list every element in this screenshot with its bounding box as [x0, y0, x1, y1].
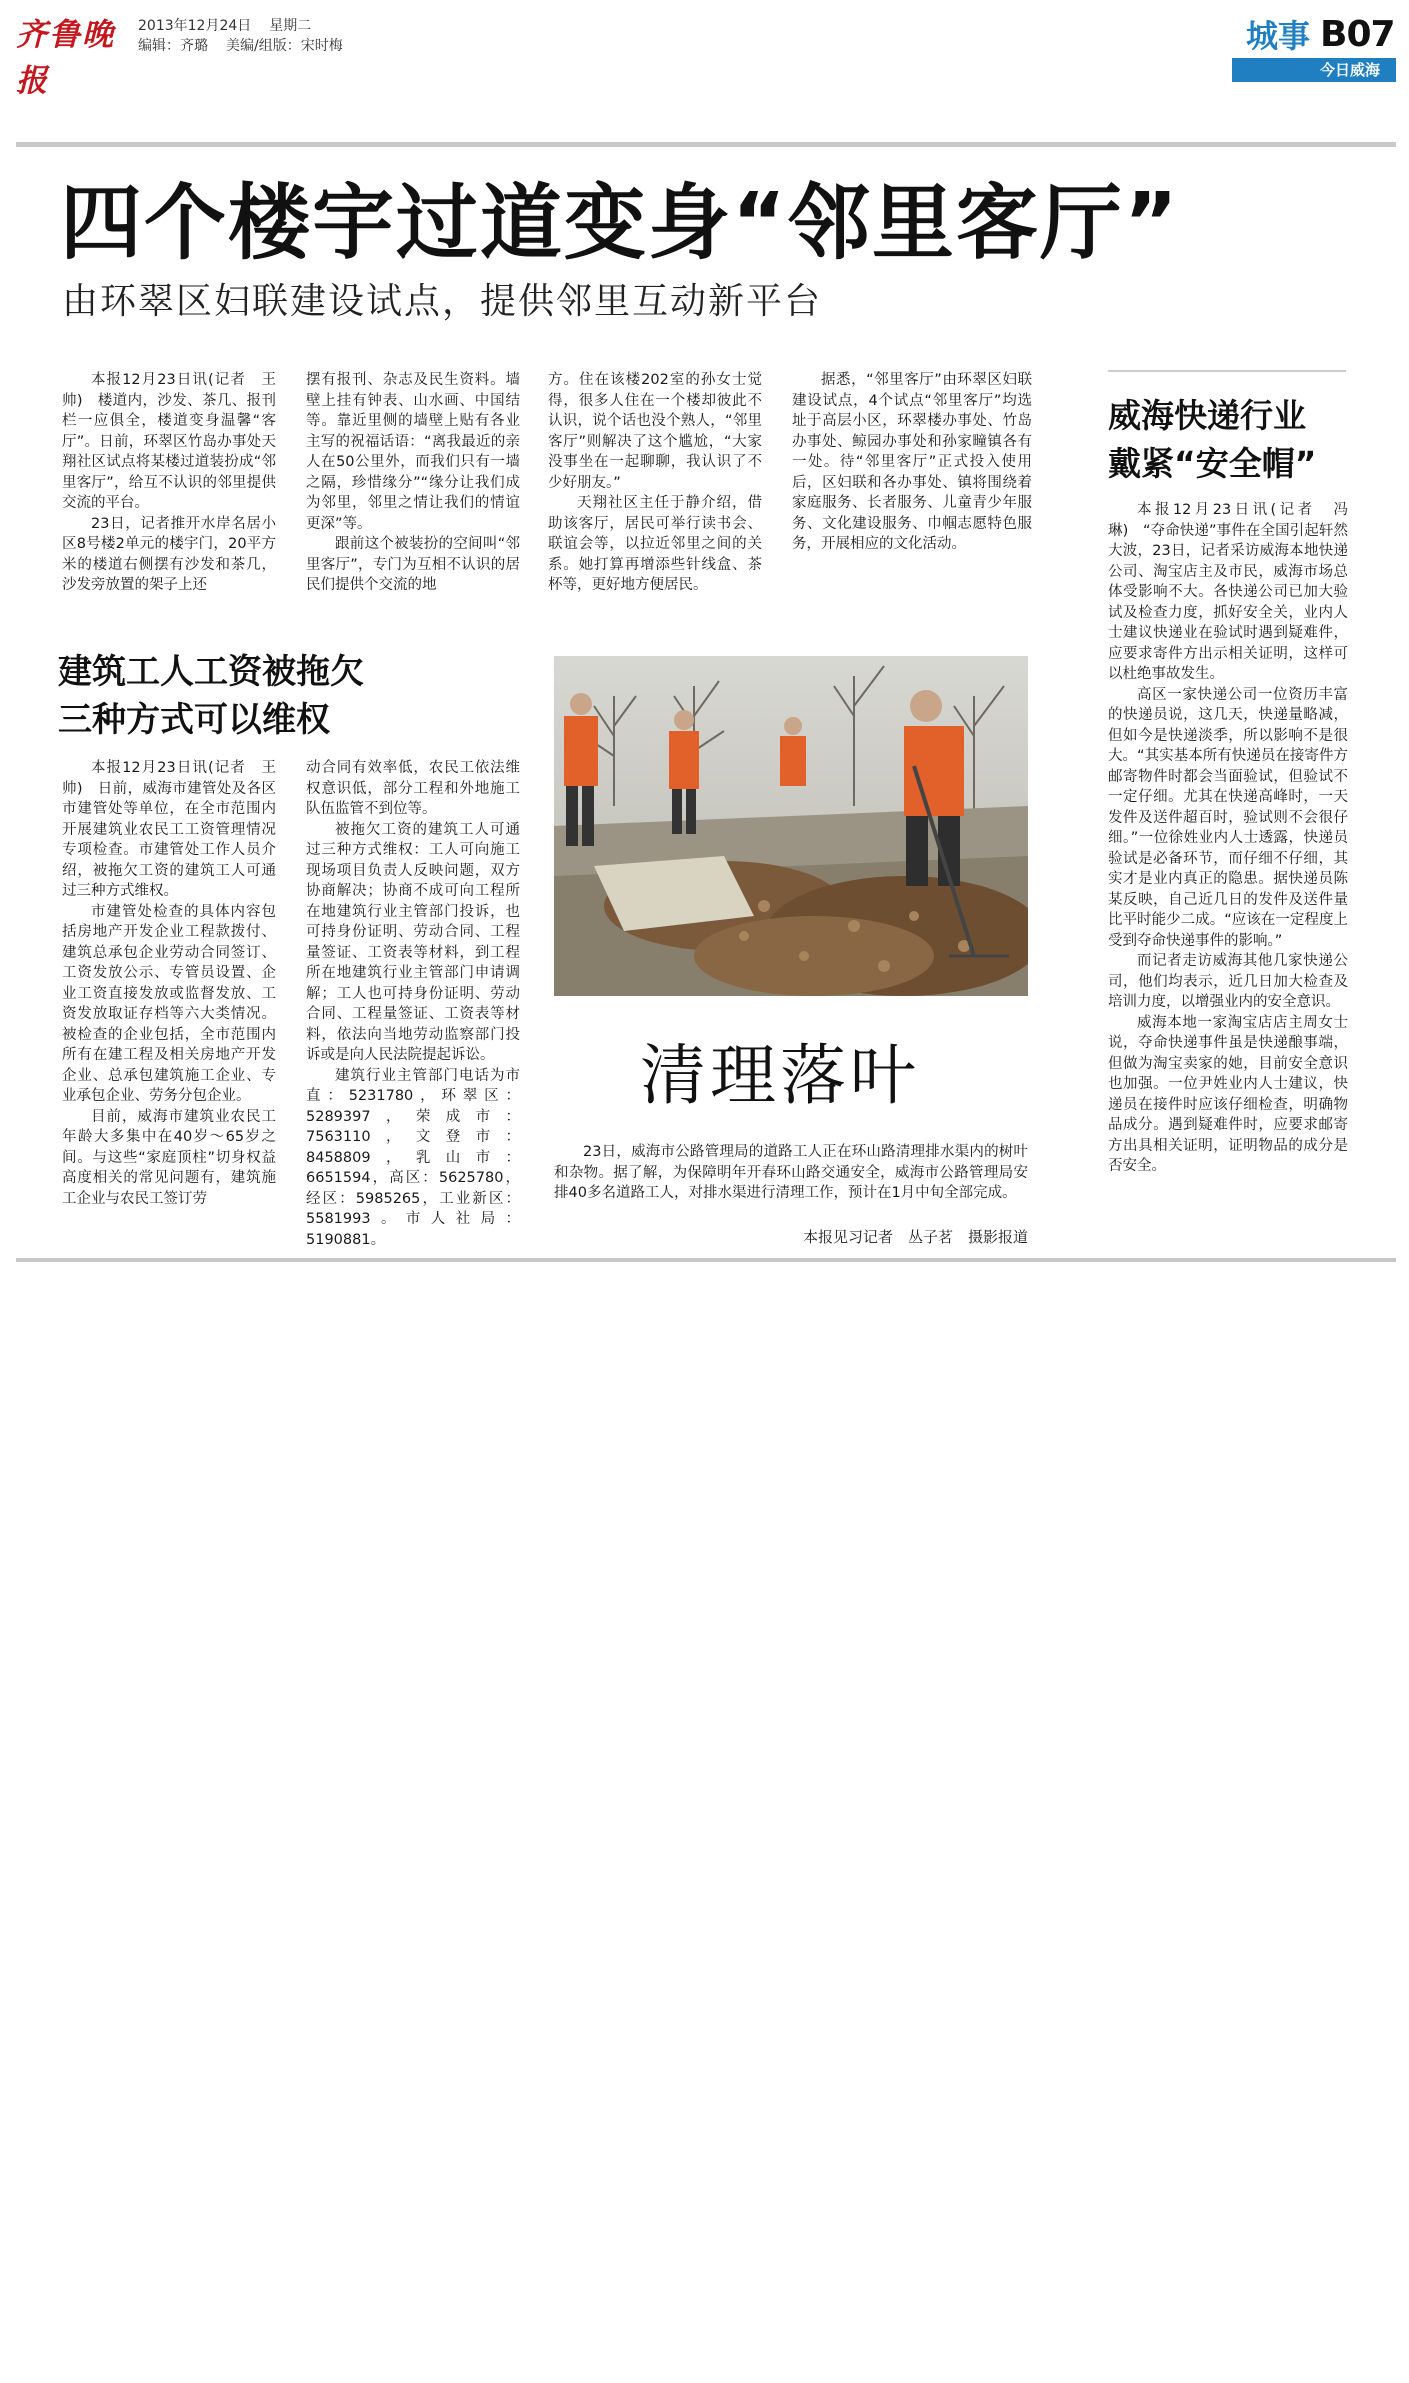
side-divider — [1108, 370, 1346, 372]
wage-headline — [58, 648, 478, 744]
main-story-column-4 — [792, 370, 1032, 600]
side-headline-line-1: 威海快递行业 — [1108, 396, 1306, 435]
wage-headline-line-1: 建筑工人工资被拖欠 — [58, 652, 364, 692]
main-story-column-1 — [62, 370, 276, 600]
masthead-logo: 齐鲁晚报 — [16, 17, 115, 99]
section-tag: 今日威海 — [1232, 58, 1396, 82]
designer: 美编/组版：宋时梅 — [226, 38, 343, 54]
date: 2013年12月24日 — [138, 18, 252, 34]
paragraph: 天翔社区主任于静介绍，借助该客厅，居民可举行读书会、联谊会等，以拉近邻里之间的关系。她打算再增添些针线盒、茶杯等，更好地方便居民。 — [548, 495, 762, 593]
news-photo — [554, 656, 1028, 996]
paragraph: 目前，威海市建筑业农民工年龄大多集中在40岁～65岁之间。与这些“家庭顶柱”切身权益高度相关的常见问题有，建筑施工企业与农民工签订劳 — [62, 1108, 276, 1207]
paragraph: 建筑行业主管部门电话为市直：5231780，环翠区：5289397，荣成市：7563110，文登市：8458809，乳山市：6651594，高区：5625780，经区：5985265，工业新区：5581993。市人社局：5190881。 — [306, 1067, 520, 1248]
photo-illustration — [554, 656, 1028, 996]
paragraph: 方。住在该楼202室的孙女士觉得，很多人住在一个楼却彼此不认识，说个话也没个熟人，“邻里客厅”则解决了这个尴尬，“大家没事坐在一起聊聊，我认识了不少好朋友。” — [548, 372, 762, 491]
paragraph: 跟前这个被装扮的空间叫“邻里客厅”，专门为互相不认识的居民们提供个交流的地 — [306, 536, 520, 593]
paragraph: 市建管处检查的具体内容包括房地产开发企业工程款拨付、建筑总承包企业劳动合同签订、工资发放公示、专管员设置、企业工资直接发放或监督发放、工资发放取证存档等六大类情况。被检查的企业包括，全市范围内所有在建工程及相关房地产开发企业、总承包建筑施工企业、专业承包企业、劳务分包企业。 — [62, 903, 276, 1104]
paragraph: 据悉，“邻里客厅”由环翠区妇联建设试点，4个试点“邻里客厅”均选址于高层小区，环翠楼办事处、竹岛办事处、鲸园办事处和孙家疃镇各有一处。待“邻里客厅”正式投入使用后，区妇联和各办事处、镇将围绕着家庭服务、长者服务、儿童青少年服务、文化建设服务、巾帼志愿特色服务，开展相应的文化活动。 — [792, 372, 1032, 552]
side-story-body — [1108, 500, 1348, 1252]
main-subheadline: 由环翠区妇联建设试点，提供邻里互动新平台 — [62, 281, 823, 322]
side-headline-line-2: 戴紧“安全帽” — [1108, 444, 1317, 483]
paragraph: 而记者走访威海其他几家快递公司，他们均表示，近几日加大检查及培训力度，以增强业内的安全意识。 — [1108, 953, 1348, 1010]
main-headline: 四个楼宇过道变身“邻里客厅” — [60, 176, 1180, 271]
caption-text: 23日，威海市公路管理局的道路工人正在环山路清理排水渠内的树叶和杂物。据了解，为保障明年开春环山路交通安全，威海市公路管理局安排40多名道路工人，对排水渠进行清理工作，预计在1月中旬全部完成。 — [554, 1144, 1028, 1201]
paragraph: 动合同有效率低，农民工依法维权意识低，部分工程和外地施工队伍监管不到位等。 — [306, 760, 520, 817]
weekday: 星期二 — [269, 18, 312, 34]
top-rule — [16, 142, 1396, 147]
photo-caption — [554, 1142, 1028, 1222]
paragraph: 本报12月23日讯(记者 王帅) 楼道内，沙发、茶几、报刊栏一应俱全，楼道变身温馨“客厅”。日前，环翠区竹岛办事处天翔社区试点将某楼过道装扮成“邻里客厅”，给互不认识的邻里提供交流的平台。 — [62, 372, 276, 511]
wage-story-column-2 — [306, 758, 520, 1248]
credits — [138, 36, 361, 56]
paragraph: 本报12月23日讯(记者 王帅) 日前，威海市建管处及各区市建管处等单位，在全市范围内开展建筑业农民工工资管理情况专项检查。市建管处工作人员介绍，被拖欠工资的建筑工人可通过三种方式维权。 — [62, 760, 276, 899]
paragraph: 被拖欠工资的建筑工人可通过三种方式维权：工人可向施工现场项目负责人反映问题，双方协商解决；协商不成可向工程所在地建筑行业主管部门投诉，也可持身份证明、劳动合同、工程量签证、工资表等材料，到工程所在地建筑行业主管部门申请调解；工人也可持身份证明、劳动合同、工程量签证、工资表等材料，依法向当地劳动监察部门投诉或是向人民法院提起诉讼。 — [306, 821, 520, 1063]
paragraph: 23日，记者推开水岸名居小区8号楼2单元的楼宇门，20平方米的楼道右侧摆有沙发和茶几，沙发旁放置的架子上还 — [62, 515, 276, 593]
photo-credit: 本报见习记者 丛子茗 摄影报道 — [802, 1228, 1028, 1246]
paragraph: 高区一家快递公司一位资历丰富的快递员说，这几天，快递量略减，但如今是快递淡季，所以影响不是很大。“其实基本所有快递员在接寄件方邮寄物件时都会当面验试，但验试不一定仔细。尤其在快递高峰时，一天发件及送件超百时，验试则不会很仔细。”一位徐姓业内人士透露，快递员验试是必备环节，而仔细不仔细，其实才是业内真正的隐患。据快递员陈某反映，自己近几日的发件及送件量比平时能少二成。“应该在一定程度上受到夺命快递事件的影响。” — [1108, 686, 1348, 949]
main-story-column-3 — [548, 370, 762, 600]
issue-date — [138, 16, 329, 36]
paragraph: 威海本地一家淘宝店店主周女士说，夺命快递事件虽是快递酿事端，但做为淘宝卖家的她，目前安全意识也加强。一位尹姓业内人士建议，快递员在接件时应该仔细检查，明确物品成分。遇到疑难件时，应要求邮寄方出具相关证明，证明物品的成分是否安全。 — [1108, 1014, 1348, 1174]
bottom-rule — [16, 1258, 1396, 1262]
section-name: 城事 — [1245, 17, 1310, 55]
paragraph: 本报12月23日讯(记者 冯琳) “夺命快递”事件在全国引起轩然大波，23日，记者采访威海本地快递公司、淘宝店主及市民，威海市场总体受影响不大。各快递公司已加大验试及检查力度，抓好安全关，业内人士建议快递业在验试时遇到疑难件，应要求寄件方出示相关证明，这样可以杜绝事故发生。 — [1108, 502, 1348, 682]
paragraph: 摆有报刊、杂志及民生资料。墙壁上挂有钟表、山水画、中国结等。靠近里侧的墙壁上贴有各业主写的祝福话语：“离我最近的亲人在50公里外，而我们只有一墙之隔，珍惜缘分”“缘分让我们成为邻里，邻里之情让我们的情谊更深”等。 — [306, 372, 520, 532]
wage-headline-line-2: 三种方式可以维权 — [58, 700, 330, 740]
editor: 编辑：齐璐 — [138, 38, 208, 54]
side-headline — [1108, 392, 1368, 492]
wage-story-column-1 — [62, 758, 276, 1248]
main-story-column-2 — [306, 370, 520, 600]
photo-headline: 清理落叶 — [640, 1037, 920, 1114]
page-number: B07 — [1320, 14, 1395, 55]
